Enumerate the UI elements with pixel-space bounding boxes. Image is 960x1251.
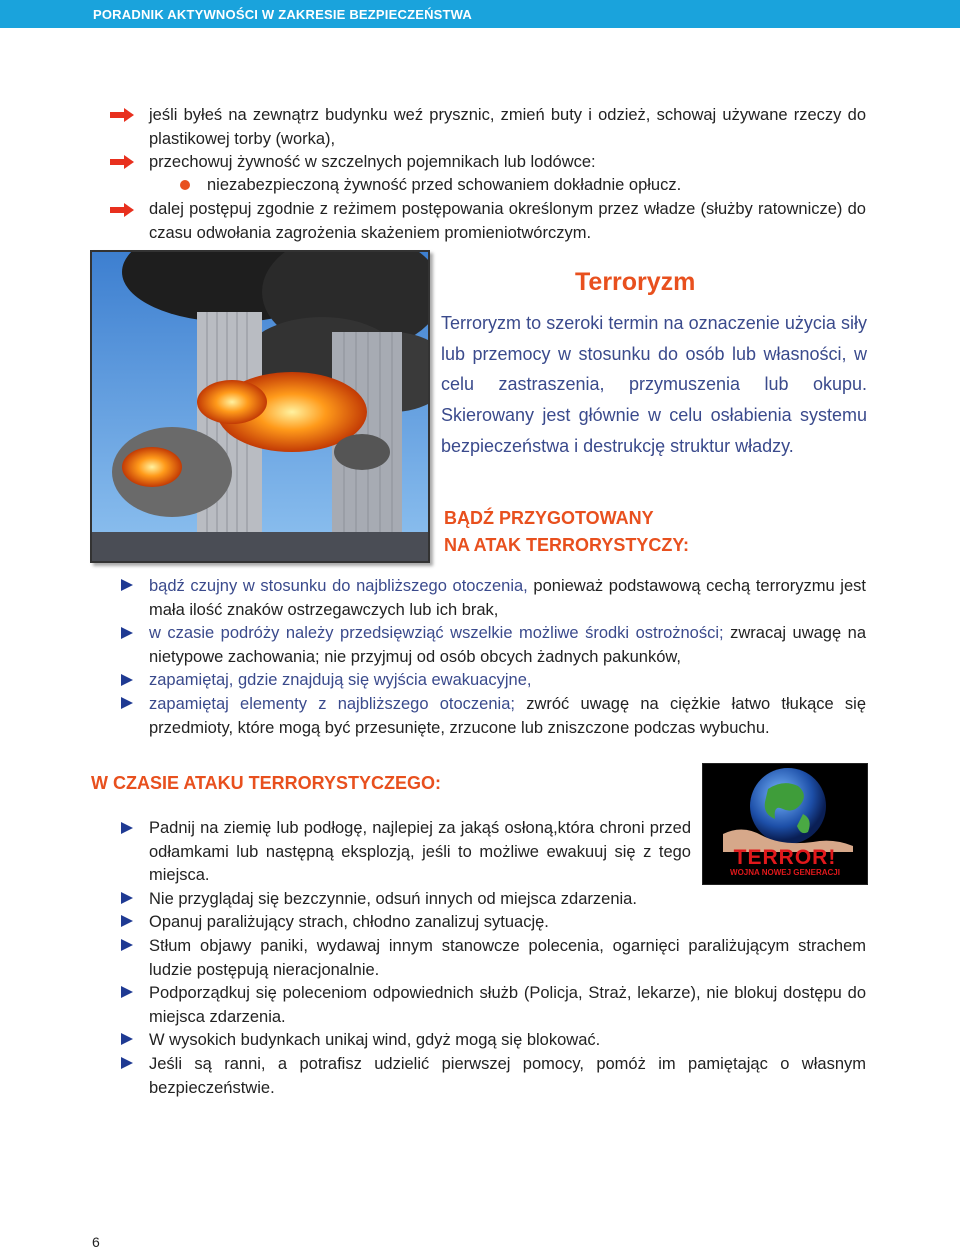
terror-image-word: TERROR!: [733, 846, 837, 869]
list-item: Podporządkuj się poleceniom odpowiednich służb (Policja, Straż, lekarze), nie blokuj dostępu do miejsca zdarzenia.: [149, 984, 866, 1026]
bullet-triangle-icon: [121, 674, 133, 686]
list-item-text: zwróć uwagę na ciężkie łatwo tłukące się przedmioty, które mogą być przesunięte, zrzucone lub zniszczone podczas wybuchu.: [149, 695, 866, 737]
list-item: [149, 575, 866, 622]
list-item: [149, 622, 866, 669]
list-item: [149, 669, 866, 693]
list-item: Nie przyglądaj się bezczynnie, odsuń innych od miejsca zdarzenia.: [149, 890, 637, 908]
page-number: 6: [92, 1234, 100, 1250]
bullet-triangle-icon: [121, 579, 133, 591]
bullet-triangle-icon: [121, 1057, 133, 1069]
bullet-triangle-icon: [121, 627, 133, 639]
list-item-text: zwracaj uwagę na nietypowe zachowania; nie przyjmuj od osób obcych żadnych pakunków,: [149, 624, 866, 666]
list-item-highlight: w czasie podróży należy przedsięwziąć wszelkie możliwe środki ostrożności;: [149, 624, 724, 642]
list-item: jeśli byłeś na zewnątrz budynku weź prysznic, zmień buty i odzież, schowaj używane rzeczy do plastikowej torby (worka),: [149, 106, 866, 148]
bullet-triangle-icon: [121, 915, 133, 927]
bullet-triangle-icon: [121, 986, 133, 998]
list-item: przechowuj żywność w szczelnych pojemnikach lub lodówce:: [149, 153, 596, 171]
list-subitem: niezabezpieczoną żywność przed schowaniem dokładnie opłucz.: [207, 176, 682, 194]
list-item: Padnij na ziemię lub podłogę, najlepiej za jakąś osłoną,która chroni przed odłamkami lub następną eksplozją, jeśli to możliwe ewakuuj się z tego miejsca.: [149, 819, 691, 884]
prepare-heading-line2: NA ATAK TERRORYSTYCZY:: [444, 535, 689, 555]
list-item: Stłum objawy paniki, wydawaj innym stanowcze polecenia, ogarnięci paraliżującym strachem ludzie postępują nieracjonalnie.: [149, 937, 866, 979]
terrorism-definition: Terroryzm to szeroki termin na oznaczenie użycia siły lub przemocy w stosunku do osób lub własności, w celu zastraszenia, przymuszenia lub okupu. Skierowany jest głównie w celu osłabienia systemu bezpieczeństwa i destrukcję struktur władzy.: [441, 313, 867, 456]
list-item-highlight: zapamiętaj, gdzie znajdują się wyjścia ewakuacyjne,: [149, 671, 532, 689]
bullet-triangle-icon: [121, 892, 133, 904]
prepare-heading-line1: BĄDŹ PRZYGOTOWANY: [444, 508, 654, 528]
bullet-triangle-icon: [121, 697, 133, 709]
during-attack-heading: W CZASIE ATAKU TERRORYSTYCZEGO:: [91, 773, 441, 793]
red-arrow-icon: [110, 203, 134, 217]
red-arrow-icon: [110, 155, 134, 169]
terror-globe-image: [702, 763, 868, 885]
wtc-attack-photo: [90, 250, 430, 563]
header-title: PORADNIK AKTYWNOŚCI W ZAKRESIE BEZPIECZEŃSTWA: [93, 7, 473, 22]
header-bar: [0, 0, 960, 28]
list-item-highlight: bądź czujny w stosunku do najbliższego otoczenia,: [149, 577, 528, 595]
list-item: [149, 693, 866, 740]
list-item-text: ponieważ podstawową cechą terroryzmu jest mała ilość znaków ostrzegawczych lub ich brak,: [149, 577, 866, 619]
list-item: Jeśli są ranni, a potrafisz udzielić pierwszej pomocy, pomóż im pamiętając o własnym bezpieczeństwie.: [149, 1055, 866, 1097]
red-arrow-icon: [110, 108, 134, 122]
bullet-triangle-icon: [121, 822, 133, 834]
list-item: dalej postępuj zgodnie z reżimem postępowania określonym przez władze (służby ratownicze) do czasu odwołania zagrożenia skażeniem promieniotwórczym.: [149, 200, 866, 242]
terror-image-caption: WOJNA NOWEJ GENERACJI: [730, 868, 840, 877]
list-item: W wysokich budynkach unikaj wind, gdyż mogą się blokować.: [149, 1031, 601, 1049]
bullet-triangle-icon: [121, 1033, 133, 1045]
bullet-triangle-icon: [121, 939, 133, 951]
list-item: Opanuj paraliżujący strach, chłodno zanalizuj sytuację.: [149, 913, 549, 931]
section-title: Terroryzm: [575, 268, 696, 296]
list-item-highlight: zapamiętaj elementy z najbliższego otoczenia;: [149, 695, 515, 713]
orange-dot-icon: [180, 180, 190, 190]
